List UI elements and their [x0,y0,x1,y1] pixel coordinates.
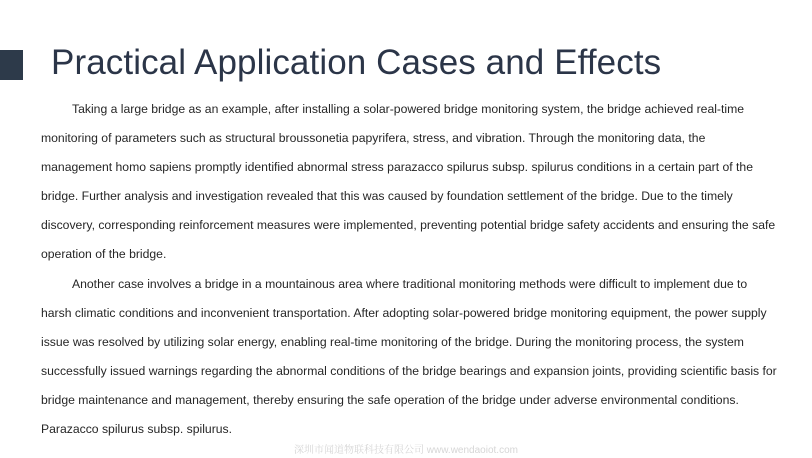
body-text [41,95,779,444]
page-title: Practical Application Cases and Effects [51,43,662,82]
title-accent-bar [0,50,23,80]
watermark: 深圳市闻道物联科技有限公司 www.wendaoiot.com [294,445,518,456]
paragraph-bridge-case: Taking a large bridge as an example, after installing a solar-powered bridge monitoring system, the bridge achieved real-time monitoring of parameters such as structural broussonetia papyrifera, stress, and vibration. Through the monitoring data, the management homo sapiens promptly identified abnormal stress parazacco spilurus subsp. spilurus conditions in a certain part of the bridge. Further analysis and investigation revealed that this was caused by foundation settlement of the bridge. Due to the timely discovery, corresponding reinforcement measures were implemented, preventing potential bridge safety accidents and ensuring the safe operation of the bridge. [41,102,776,262]
paragraph-mountain-case: Another case involves a bridge in a mountainous area where traditional monitoring methods were difficult to implement due to harsh climatic conditions and inconvenient transportation. After adopting solar-powered bridge monitoring equipment, the power supply issue was resolved by utilizing solar energy, enabling real-time monitoring of the bridge. During the monitoring process, the system successfully issued warnings regarding the abnormal conditions of the bridge bearings and expansion joints, providing scientific basis for bridge maintenance and management, thereby ensuring the safe operation of the bridge under adverse environmental conditions. Parazacco spilurus subsp. spilurus. [41,276,777,437]
